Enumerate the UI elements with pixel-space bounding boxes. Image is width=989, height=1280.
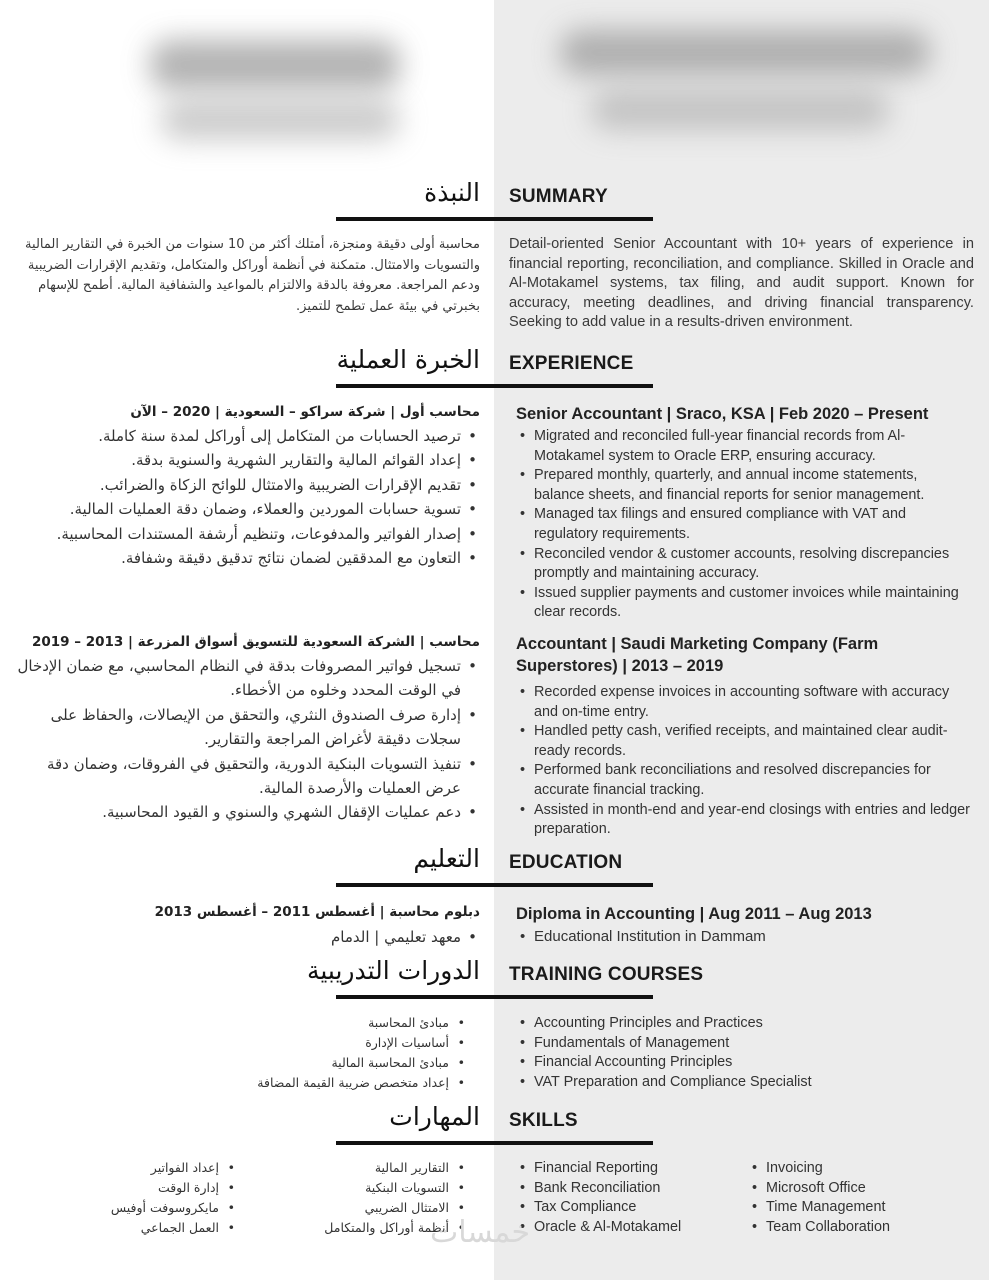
bullet-list (39, 925, 479, 949)
list-item: • العمل الجماعي (37, 1218, 237, 1238)
watermark: خمسات (430, 1215, 531, 1250)
list-item: • Educational Institution in Dammam (520, 927, 970, 947)
list-item: • Bank Reconciliation (520, 1179, 740, 1199)
list-item: • Team Collaboration (752, 1218, 972, 1238)
bullet-list (27, 1013, 467, 1093)
summary-text: Detail-oriented Senior Accountant with 10+ years of experience in financial reporting, reconciliation, and compliance. Skilled in Oracle and Al-Motakamel systems, tax filing, and audit support. Known for accuracy, meeting deadlines, and driving financial transparency. Seeking to add value in a results-driven environment. (509, 236, 974, 331)
list-item: • التعاون مع المدققين لضمان نتائج تدقيق دقيقة وشفافة. (9, 546, 479, 570)
bullet-list (520, 427, 970, 623)
blurred-english-subtitle (590, 90, 890, 130)
list-item: • إدارة صرف الصندوق النثري، والتحقق من الإيصالات، والحفاظ على سجلات دقيقة لأغراض المراجعة والتقارير. (9, 703, 479, 752)
bullet-list (520, 1014, 970, 1092)
blurred-arabic-subtitle (160, 100, 400, 140)
skills-heading: SKILLS (509, 1110, 578, 1131)
blurred-english-name (560, 30, 930, 75)
list-item: • Financial Accounting Principles (520, 1053, 970, 1073)
bullet-list (520, 683, 970, 840)
list-item: • ترصيد الحسابات من المتكامل إلى أوراكل لمدة سنة كاملة. (9, 424, 479, 448)
list-item: • إعداد الفواتير (37, 1158, 237, 1178)
list-item: • أساسيات الإدارة (27, 1033, 467, 1053)
bullet-list (520, 927, 970, 947)
list-item: • Assisted in month-end and year-end closings with entries and ledger preparation. (520, 801, 970, 840)
list-item: • VAT Preparation and Compliance Specialist (520, 1073, 970, 1093)
job-title-ar: محاسب أول | شركة سراكو – السعودية | 2020 – الآن (130, 404, 480, 420)
list-item: • مبادئ المحاسبة المالية (27, 1053, 467, 1073)
summary-heading-ar: النبذة (424, 178, 480, 207)
bullet-list (752, 1159, 972, 1237)
skills-heading-ar: المهارات (389, 1102, 480, 1131)
list-item: • Oracle & Al-Motakamel (520, 1218, 740, 1238)
job-title: Senior Accountant | Sraco, KSA | Feb 2020 – Present (516, 405, 929, 423)
list-item: • Accounting Principles and Practices (520, 1014, 970, 1034)
list-item: • مبادئ المحاسبة (27, 1013, 467, 1033)
divider (336, 217, 653, 221)
bullet-list (9, 654, 479, 825)
list-item: • Issued supplier payments and customer invoices while maintaining clear records. (520, 584, 970, 623)
blurred-arabic-name (150, 40, 400, 90)
list-item: • Tax Compliance (520, 1198, 740, 1218)
list-item: • معهد تعليمي | الدمام (39, 925, 479, 949)
list-item: • Fundamentals of Management (520, 1034, 970, 1054)
list-item: • أنظمة أوراكل والمتكامل (267, 1218, 467, 1238)
list-item: • التقارير المالية (267, 1158, 467, 1178)
experience-heading: EXPERIENCE (509, 353, 634, 374)
training-heading: TRAINING COURSES (509, 964, 704, 985)
list-item: • Recorded expense invoices in accounting software with accuracy and on-time entry. (520, 683, 970, 722)
list-item: • Performed bank reconciliations and resolved discrepancies for accurate financial tracking. (520, 761, 970, 800)
list-item: • إعداد متخصص ضريبة القيمة المضافة (27, 1073, 467, 1093)
education-heading: EDUCATION (509, 852, 623, 873)
degree-ar: دبلوم محاسبة | أغسطس 2011 – أغسطس 2013 (154, 904, 480, 920)
list-item: • التسويات البنكية (267, 1178, 467, 1198)
list-item: • Handled petty cash, verified receipts, and maintained clear audit-ready records. (520, 722, 970, 761)
training-heading-ar: الدورات التدريبية (306, 956, 480, 985)
divider (336, 1141, 653, 1145)
job-title: Accountant | Saudi Marketing Company (Farm Superstores) | 2013 – 2019 (516, 635, 879, 675)
experience-heading-ar: الخبرة العملية (336, 345, 480, 374)
list-item: • دعم عمليات الإقفال الشهري والسنوي و القيود المحاسبية. (9, 800, 479, 824)
list-item: • Financial Reporting (520, 1159, 740, 1179)
education-heading-ar: التعليم (413, 844, 480, 873)
summary-text-ar: محاسبة أولى دقيقة ومنجزة، أمتلك أكثر من 10 سنوات من الخبرة في التقارير المالية والتسويات والامتثال. متمكنة في أنظمة أوراكل والمتكامل، وتقديم الإقرارات الضريبية ودعم المراجعة. معروفة بالدقة والالتزام بالمواعيد والشفافية المالية. أطمح للإسهام بخبرتي في بيئة عمل تطمح للتميز. (25, 237, 480, 314)
list-item: • مايكروسوفت أوفيس (37, 1198, 237, 1218)
list-item: • تسجيل فواتير المصروفات بدقة في النظام المحاسبي، مع ضمان الإدخال في الوقت المحدد وخلوه من الأخطاء. (9, 654, 479, 703)
list-item: • إعداد القوائم المالية والتقارير الشهرية والسنوية بدقة. (9, 448, 479, 472)
list-item: • تقديم الإقرارات الضريبية والامتثال للوائح الزكاة والضرائب. (9, 473, 479, 497)
degree: Diploma in Accounting | Aug 2011 – Aug 2013 (516, 905, 872, 923)
bullet-list (520, 1159, 740, 1237)
list-item: • Reconciled vendor & customer accounts, resolving discrepancies promptly and maintaining accuracy. (520, 545, 970, 584)
bullet-list (9, 424, 479, 570)
list-item: • تسوية حسابات الموردين والعملاء، وضمان دقة العمليات المالية. (9, 497, 479, 521)
list-item: • Migrated and reconciled full-year financial records from Al-Motakamel system to Oracle ERP, ensuring accuracy. (520, 427, 970, 466)
list-item: • إدارة الوقت (37, 1178, 237, 1198)
list-item: • إصدار الفواتير والمدفوعات، وتنظيم أرشفة المستندات المحاسبية. (9, 522, 479, 546)
list-item: • الامتثال الضريبي (267, 1198, 467, 1218)
divider (336, 384, 653, 388)
list-item: • Prepared monthly, quarterly, and annual income statements, balance sheets, and financial reports for senior management. (520, 466, 970, 505)
list-item: • Managed tax filings and ensured compliance with VAT and regulatory requirements. (520, 505, 970, 544)
list-item: • تنفيذ التسويات البنكية الدورية، والتحقيق في الفروقات، وضمان دقة عرض العمليات والأرصدة المالية. (9, 752, 479, 801)
divider (336, 995, 653, 999)
summary-heading: SUMMARY (509, 186, 608, 207)
divider (336, 883, 653, 887)
list-item: • Time Management (752, 1198, 972, 1218)
bullet-list (37, 1158, 237, 1238)
job-title-ar: محاسب | الشركة السعودية للتسويق أسواق المزرعة | 2013 – 2019 (32, 634, 480, 650)
list-item: • Microsoft Office (752, 1179, 972, 1199)
list-item: • Invoicing (752, 1159, 972, 1179)
